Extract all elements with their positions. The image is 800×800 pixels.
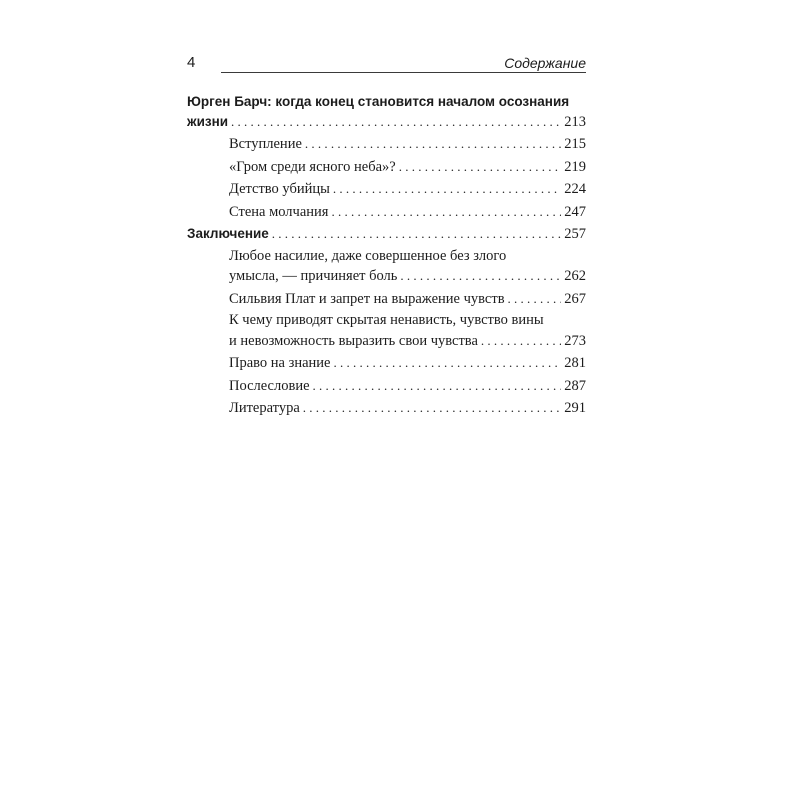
toc-page-number: 224 [564, 181, 586, 197]
toc-chapter-title: Заключение [187, 226, 269, 241]
toc-chapter-title-line2: жизни [187, 113, 229, 129]
toc-item-title: Сильвия Плат и запрет на выражение чувств [229, 290, 505, 307]
toc-item [229, 202, 586, 223]
table-of-contents [187, 92, 586, 419]
toc-item [229, 353, 586, 374]
toc-chapter-title-line1: Юрген Барч: когда конец становится началом осознания [187, 94, 570, 109]
dot-leader [231, 112, 561, 132]
dot-leader [305, 134, 561, 154]
dot-leader [272, 224, 561, 244]
toc-item [229, 289, 586, 310]
toc-page-number: 219 [564, 158, 586, 175]
dot-leader [303, 398, 561, 418]
dot-leader [481, 331, 561, 351]
dot-leader [508, 289, 562, 309]
toc-page-number: 215 [564, 136, 586, 152]
toc-item-title: Право на знание [229, 355, 331, 371]
toc-chapter-barch [187, 92, 586, 132]
toc-item [229, 376, 586, 397]
toc-item-title: Вступление [229, 136, 302, 152]
dot-leader [313, 376, 562, 396]
toc-item [229, 179, 586, 200]
header-rule [221, 72, 586, 73]
page-number: 4 [187, 54, 196, 71]
dot-leader [333, 179, 561, 199]
dot-leader [400, 266, 561, 286]
toc-page-number: 247 [564, 203, 586, 220]
toc-item-title-line1: К чему приводят скрытая ненависть, чувство вины [229, 312, 544, 328]
dot-leader [399, 157, 562, 177]
toc-item-title: Детство убийцы [229, 181, 330, 197]
toc-page-number: 262 [564, 268, 586, 284]
toc-item-title: «Гром среди ясного неба»? [229, 158, 396, 175]
toc-item [229, 134, 586, 155]
toc-page-number: 273 [564, 332, 586, 349]
toc-item-title: Литература [229, 400, 300, 416]
toc-page-number: 291 [564, 400, 586, 416]
toc-item-title-line1: Любое насилие, даже совершенное без злого [229, 247, 507, 264]
toc-page-number: 257 [564, 226, 586, 242]
toc-page-number: 287 [564, 377, 586, 394]
toc-page-number: 281 [564, 355, 586, 371]
toc-item-title-line2: умысла, — причиняет боль [229, 268, 398, 284]
toc-item [229, 398, 586, 419]
toc-item [229, 157, 586, 178]
toc-page-number: 267 [564, 290, 586, 307]
toc-item [229, 311, 586, 351]
page-header [187, 54, 586, 76]
toc-page-number: 213 [564, 113, 586, 130]
running-head: Содержание [504, 55, 586, 71]
toc-item [229, 247, 586, 287]
toc-item-title: Стена молчания [229, 203, 329, 220]
dot-leader [333, 353, 561, 373]
toc-chapter-conclusion [187, 224, 586, 245]
toc-item-title: Послесловие [229, 377, 310, 394]
dot-leader [331, 202, 561, 222]
toc-item-title-line2: и невозможность выразить свои чувства [229, 332, 478, 349]
